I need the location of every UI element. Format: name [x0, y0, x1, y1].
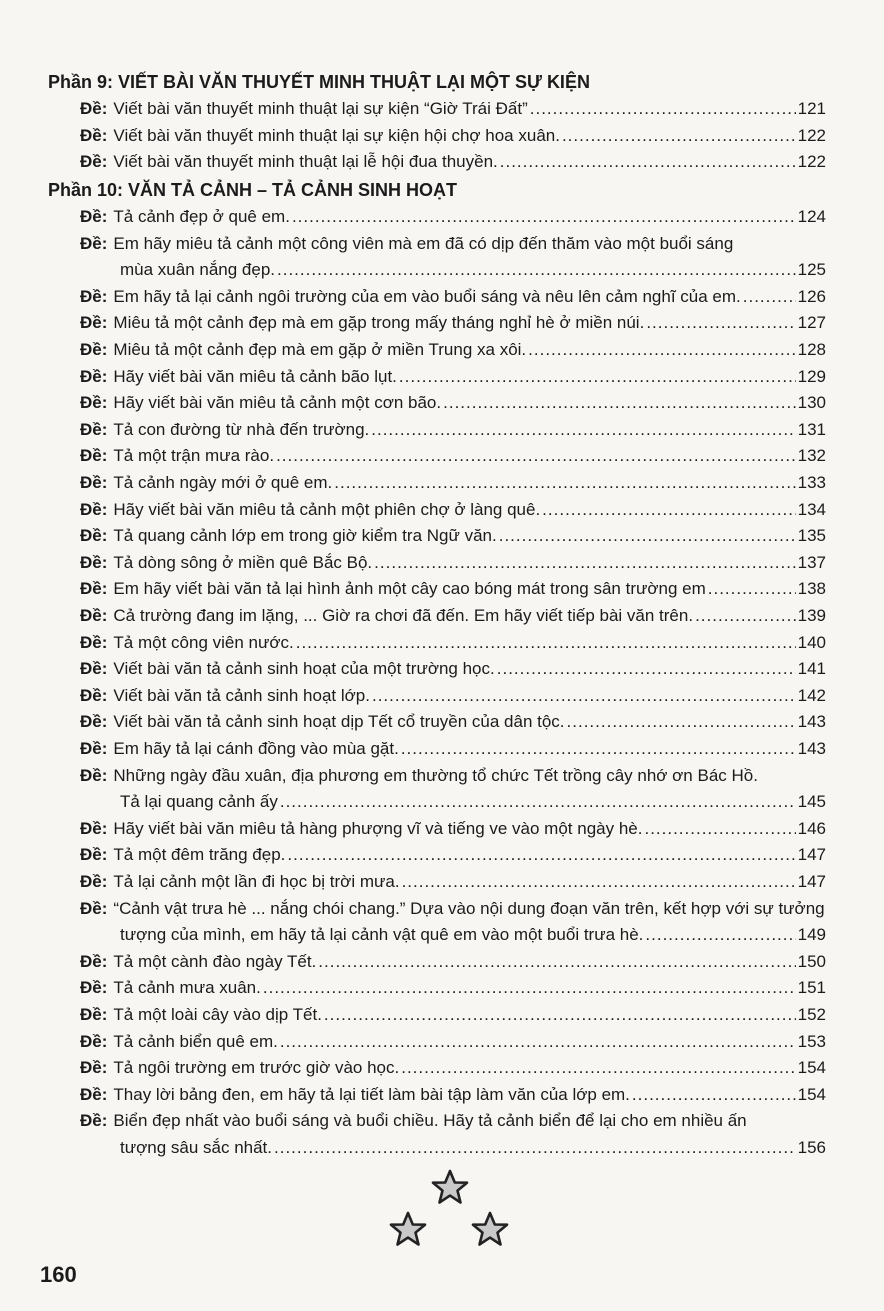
entry-text: Hãy viết bài văn miêu tả cảnh một phiên chợ ở làng quê. [113, 499, 541, 519]
toc-entry [80, 365, 826, 388]
dot-leader [646, 311, 795, 334]
entry-text: “Cảnh vật trưa hè ... nắng chói chang.” Dựa vào nội dung đoạn văn trên, kết hợp với sự tưởng [113, 898, 825, 918]
entry-label: Đề: [80, 606, 108, 625]
entry-label: Đề: [80, 393, 108, 413]
dot-leader [318, 950, 795, 973]
toc-entry [80, 950, 826, 973]
toc-entry [80, 498, 826, 521]
entry-page-number: 146 [797, 818, 826, 838]
entry-page-number: 145 [797, 792, 826, 812]
entry-page-number: 139 [797, 606, 826, 625]
entry-label: Đề: [80, 765, 108, 785]
entry-page-number: 143 [797, 739, 826, 758]
entry-text: Hãy viết bài văn miêu tả cảnh một cơn bão. [113, 393, 442, 413]
toc-entry [80, 817, 826, 840]
entry-page-number: 134 [797, 499, 826, 519]
entry-label: Đề: [80, 446, 108, 466]
dot-leader [399, 365, 796, 388]
dot-leader [287, 843, 795, 866]
entry-label: Đề: [80, 1084, 108, 1104]
toc-entry [80, 1030, 826, 1053]
entry-page-number: 151 [797, 978, 826, 998]
entry-page-number: 128 [797, 340, 826, 359]
dot-leader [645, 923, 795, 946]
entry-label: Đề: [80, 419, 108, 439]
toc-entry [80, 311, 826, 334]
entry-text: Tả lại quang cảnh ấy [120, 792, 278, 812]
dot-leader [530, 97, 796, 120]
star-ornament [380, 1168, 520, 1253]
entry-page-number: 121 [797, 99, 826, 118]
dot-leader [274, 1136, 796, 1159]
entry-label: Đề: [80, 125, 108, 145]
entry-text: tượng của mình, em hãy tả lại cảnh vật quê em vào một buổi trưa hè. [120, 925, 644, 945]
dot-leader [296, 631, 796, 654]
dot-leader [632, 1083, 796, 1106]
dot-leader [371, 418, 795, 441]
entry-text: Hãy viết bài văn miêu tả hàng phượng vĩ và tiếng ve vào một ngày hè. [113, 818, 643, 838]
star-icon [473, 1213, 507, 1245]
dot-leader [567, 710, 796, 733]
entry-page-number: 132 [797, 446, 826, 466]
section-title: Phần 10: VĂN TẢ CẢNH – TẢ CẢNH SINH HOẠT [48, 180, 458, 200]
entry-page-number: 133 [797, 473, 826, 492]
entry-text: Tả một đêm trăng đẹp. [113, 845, 286, 865]
entry-page-number: 124 [797, 207, 826, 226]
entry-text: Tả cảnh biển quê em. [113, 1031, 278, 1051]
entry-page-number: 152 [797, 1005, 826, 1024]
entry-page-number: 156 [797, 1138, 826, 1157]
entry-label: Đề: [80, 366, 108, 386]
dot-leader [334, 471, 795, 494]
entry-page-number: 153 [797, 1031, 826, 1051]
toc-entry [80, 1056, 826, 1079]
dot-leader [542, 498, 795, 521]
toc-entry [80, 444, 826, 467]
toc-entry [80, 631, 826, 654]
dot-leader [497, 657, 796, 680]
dot-leader [401, 737, 796, 760]
dot-leader [372, 684, 796, 707]
entry-label: Đề: [80, 712, 108, 732]
entry-label: Đề: [80, 1005, 108, 1024]
toc-entry [80, 524, 826, 547]
entry-label: Đề: [80, 99, 108, 118]
dot-leader [708, 577, 796, 600]
toc-entry-continuation [120, 1136, 826, 1159]
entry-text: Tả một công viên nước. [113, 632, 294, 652]
toc-entry [80, 737, 826, 760]
dot-leader [402, 870, 796, 893]
entry-text: Tả cảnh mưa xuân. [113, 978, 261, 998]
entry-page-number: 154 [797, 1084, 826, 1104]
dot-leader [401, 1056, 795, 1079]
entry-page-number: 126 [797, 286, 826, 306]
entry-text: Tả cảnh đẹp ở quê em. [113, 207, 290, 226]
toc-entry [80, 657, 826, 680]
entry-label: Đề: [80, 739, 108, 758]
toc-entry [80, 150, 826, 173]
toc-entry [80, 418, 826, 441]
toc-entry [80, 843, 826, 866]
entry-label: Đề: [80, 845, 108, 865]
dot-leader [292, 205, 796, 228]
dot-leader [443, 391, 796, 414]
entry-label: Đề: [80, 685, 108, 705]
entry-text: Thay lời bảng đen, em hãy tả lại tiết làm bài tập làm văn của lớp em. [113, 1084, 630, 1104]
toc-entry [80, 97, 826, 120]
dot-leader [374, 551, 795, 574]
entry-text: Tả quang cảnh lớp em trong giờ kiểm tra Ngữ văn. [113, 526, 497, 546]
entry-page-number: 137 [797, 552, 826, 572]
entry-page-number: 122 [797, 125, 826, 145]
entry-page-number: 129 [797, 366, 826, 386]
entry-page-number: 135 [797, 526, 826, 546]
entry-text: Viết bài văn thuyết minh thuật lại sự kiện “Giờ Trái Đất” [113, 99, 528, 118]
entry-label: Đề: [80, 233, 108, 253]
entry-label: Đề: [80, 978, 108, 998]
toc-entry [80, 897, 826, 920]
dot-leader [280, 1030, 796, 1053]
entry-label: Đề: [80, 207, 108, 226]
entry-page-number: 141 [797, 659, 826, 679]
entry-text: Tả một cành đào ngày Tết. [113, 951, 317, 971]
star-icon [391, 1213, 425, 1245]
entry-page-number: 130 [797, 393, 826, 413]
entry-page-number: 127 [797, 313, 826, 333]
toc-entry [80, 124, 826, 147]
entry-text: Tả dòng sông ở miền quê Bắc Bộ. [113, 552, 373, 572]
entry-label: Đề: [80, 340, 108, 359]
entry-page-number: 150 [797, 951, 826, 971]
entry-label: Đề: [80, 872, 108, 891]
entry-label: Đề: [80, 818, 108, 838]
toc-entry-continuation [120, 790, 826, 813]
entry-text: Hãy viết bài văn miêu tả cảnh bão lụt. [113, 366, 397, 386]
entry-text: Viết bài văn tả cảnh sinh hoạt lớp. [113, 685, 370, 705]
entry-text: Tả ngôi trường em trước giờ vào học. [113, 1058, 400, 1078]
entry-page-number: 147 [797, 845, 826, 865]
dot-leader [280, 790, 796, 813]
entry-page-number: 125 [797, 260, 826, 280]
entry-text: Em hãy viết bài văn tả lại hình ảnh một cây cao bóng mát trong sân trường em [113, 579, 706, 599]
entry-page-number: 154 [797, 1058, 826, 1078]
dot-leader [743, 285, 796, 308]
dot-leader [500, 150, 796, 173]
dot-leader [562, 124, 796, 147]
entry-label: Đề: [80, 152, 108, 172]
dot-leader [324, 1003, 796, 1026]
toc-entry [80, 338, 826, 361]
toc-entry [80, 870, 826, 893]
entry-text: Tả cảnh ngày mới ở quê em. [113, 473, 333, 492]
toc-entry [80, 577, 826, 600]
entry-label: Đề: [80, 1058, 108, 1078]
toc-entry [80, 285, 826, 308]
entry-text: Những ngày đầu xuân, địa phương em thường tổ chức Tết trồng cây nhớ ơn Bác Hồ. [113, 765, 758, 785]
entry-text: Tả lại cảnh một lần đi học bị trời mưa. [113, 872, 400, 891]
entry-text: mùa xuân nắng đẹp. [120, 260, 276, 280]
entry-label: Đề: [80, 526, 108, 546]
toc-entry [80, 1109, 826, 1132]
page-number: 160 [40, 1262, 77, 1287]
entry-page-number: 138 [797, 579, 826, 599]
entry-text: Cả trường đang im lặng, ... Giờ ra chơi đã đến. Em hãy viết tiếp bài văn trên. [113, 606, 694, 625]
toc-entry [80, 391, 826, 414]
toc-entry [80, 471, 826, 494]
entry-label: Đề: [80, 499, 108, 519]
entry-page-number: 142 [797, 685, 826, 705]
entry-label: Đề: [80, 659, 108, 679]
entry-page-number: 131 [797, 419, 826, 439]
entry-page-number: 140 [797, 632, 826, 652]
toc-entry [80, 710, 826, 733]
dot-leader [277, 258, 796, 281]
entry-label: Đề: [80, 951, 108, 971]
toc-entry [80, 232, 826, 255]
toc-entry [80, 764, 826, 787]
toc-entry [80, 684, 826, 707]
entry-label: Đề: [80, 1111, 108, 1131]
section-title: Phần 9: VIẾT BÀI VĂN THUYẾT MINH THUẬT LẠI MỘT SỰ KIỆN [48, 72, 590, 92]
entry-label: Đề: [80, 1031, 108, 1051]
entry-text: Biển đẹp nhất vào buổi sáng và buổi chiều. Hãy tả cảnh biển để lại cho em nhiều ấn [113, 1111, 747, 1131]
entry-text: Em hãy miêu tả cảnh một công viên mà em đã có dịp đến thăm vào một buổi sáng [113, 233, 734, 253]
entry-text: Viết bài văn tả cảnh sinh hoạt của một trường học. [113, 659, 495, 679]
entry-page-number: 122 [797, 152, 826, 172]
toc-entry [80, 205, 826, 228]
toc-entry [80, 551, 826, 574]
dot-leader [528, 338, 795, 361]
toc-entry [80, 604, 826, 627]
entry-page-number: 149 [797, 925, 826, 945]
entry-text: Em hãy tả lại cánh đồng vào mùa gặt. [113, 739, 399, 758]
toc-entry-continuation [120, 258, 826, 281]
entry-text: Viết bài văn thuyết minh thuật lại sự kiện hội chợ hoa xuân. [113, 125, 560, 145]
entry-text: Em hãy tả lại cảnh ngôi trường của em vào buổi sáng và nêu lên cảm nghĩ của em. [113, 286, 741, 306]
dot-leader [695, 604, 796, 627]
entry-label: Đề: [80, 473, 108, 492]
toc-entry-continuation [120, 923, 826, 946]
entry-text: tượng sâu sắc nhất. [120, 1138, 273, 1157]
entry-label: Đề: [80, 552, 108, 572]
dot-leader [644, 817, 795, 840]
dot-leader [499, 524, 796, 547]
entry-label: Đề: [80, 579, 108, 599]
entry-text: Tả một trận mưa rào. [113, 446, 275, 466]
entry-text: Viết bài văn tả cảnh sinh hoạt dịp Tết cổ truyền của dân tộc. [113, 712, 565, 732]
entry-text: Viết bài văn thuyết minh thuật lại lễ hội đua thuyền. [113, 152, 498, 172]
entry-text: Tả một loài cây vào dịp Tết. [113, 1005, 322, 1024]
star-icon [433, 1171, 467, 1203]
entry-label: Đề: [80, 286, 108, 306]
entry-label: Đề: [80, 632, 108, 652]
toc-entry [80, 1083, 826, 1106]
dot-leader [276, 444, 796, 467]
entry-page-number: 147 [797, 872, 826, 891]
entry-page-number: 143 [797, 712, 826, 732]
entry-text: Miêu tả một cảnh đẹp mà em gặp ở miền Trung xa xôi. [113, 340, 527, 359]
entry-label: Đề: [80, 898, 108, 918]
entry-text: Miêu tả một cảnh đẹp mà em gặp trong mấy tháng nghỉ hè ở miền núi. [113, 313, 645, 333]
toc-entry [80, 1003, 826, 1026]
dot-leader [263, 976, 796, 999]
toc-entry [80, 976, 826, 999]
entry-text: Tả con đường từ nhà đến trường. [113, 419, 370, 439]
entry-label: Đề: [80, 313, 108, 333]
